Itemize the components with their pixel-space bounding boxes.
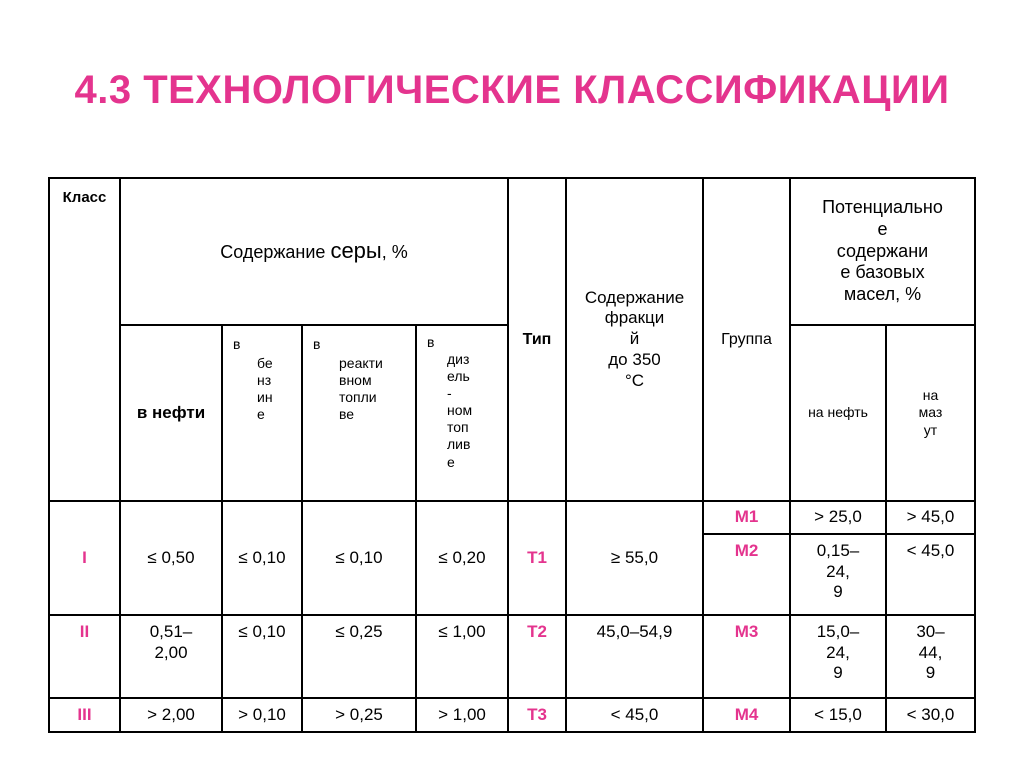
cell-group-m4: М4 — [703, 698, 790, 732]
header-gruppa: Группа — [703, 178, 790, 501]
cell-mazut-m3: 30– 44, 9 — [886, 615, 975, 698]
header-v-benzine-text: бе нз ин е — [257, 355, 273, 423]
cell-mazut-m4: < 30,0 — [886, 698, 975, 732]
cell-benzine-1: ≤ 0,10 — [222, 501, 302, 615]
cell-neft-m4: < 15,0 — [790, 698, 886, 732]
header-v-reakt — [302, 325, 416, 501]
classification-table — [48, 177, 976, 733]
header-v-dizel — [416, 325, 508, 501]
header-v-dizel-prefix: в — [427, 334, 435, 350]
header-na-neft: на нефть — [790, 325, 886, 501]
cell-group-m2: М2 — [703, 534, 790, 615]
cell-mazut-m1: > 45,0 — [886, 501, 975, 534]
cell-nefti-2: 0,51– 2,00 — [120, 615, 222, 698]
cell-fraction-3: < 45,0 — [566, 698, 703, 732]
cell-reakt-2: ≤ 0,25 — [302, 615, 416, 698]
cell-fraction-2: 45,0–54,9 — [566, 615, 703, 698]
cell-neft-m3: 15,0– 24, 9 — [790, 615, 886, 698]
cell-klass-1: I — [49, 501, 120, 615]
header-v-reakt-prefix: в — [313, 336, 321, 352]
header-tip: Тип — [508, 178, 566, 501]
cell-neft-m1: > 25,0 — [790, 501, 886, 534]
cell-reakt-3: > 0,25 — [302, 698, 416, 732]
page-title: 4.3 ТЕХНОЛОГИЧЕСКИЕ КЛАССИФИКАЦИИ — [74, 68, 950, 112]
header-sulfur — [120, 178, 508, 325]
cell-nefti-1: ≤ 0,50 — [120, 501, 222, 615]
cell-tip-1: Т1 — [508, 501, 566, 615]
header-fraction: Содержание фракци й до 350 °С — [566, 178, 703, 501]
cell-nefti-3: > 2,00 — [120, 698, 222, 732]
cell-neft-m2: 0,15– 24, 9 — [790, 534, 886, 615]
header-v-benzine-prefix: в — [233, 336, 241, 352]
cell-tip-2: Т2 — [508, 615, 566, 698]
cell-klass-2: II — [49, 615, 120, 698]
cell-fraction-1: ≥ 55,0 — [566, 501, 703, 615]
cell-group-m1: М1 — [703, 501, 790, 534]
cell-dizel-1: ≤ 0,20 — [416, 501, 508, 615]
cell-klass-3: III — [49, 698, 120, 732]
header-na-mazut: на маз ут — [886, 325, 975, 501]
header-v-benzine — [222, 325, 302, 501]
cell-benzine-2: ≤ 0,10 — [222, 615, 302, 698]
header-sulfur-big: серы — [330, 238, 382, 264]
header-sulfur-unit: , % — [381, 242, 408, 263]
cell-tip-3: Т3 — [508, 698, 566, 732]
cell-dizel-2: ≤ 1,00 — [416, 615, 508, 698]
header-potential: Потенциально е содержани е базовых масел, % — [790, 178, 975, 325]
cell-dizel-3: > 1,00 — [416, 698, 508, 732]
header-v-nefti: в нефти — [120, 325, 222, 501]
header-klass: Класс — [49, 178, 120, 501]
cell-benzine-3: > 0,10 — [222, 698, 302, 732]
header-v-reakt-text: реакти вном топли ве — [339, 355, 383, 423]
cell-group-m3: М3 — [703, 615, 790, 698]
header-v-dizel-text: диз ель - ном топ лив е — [447, 351, 473, 470]
header-sulfur-text: Содержание — [220, 242, 331, 263]
cell-mazut-m2: < 45,0 — [886, 534, 975, 615]
cell-reakt-1: ≤ 0,10 — [302, 501, 416, 615]
